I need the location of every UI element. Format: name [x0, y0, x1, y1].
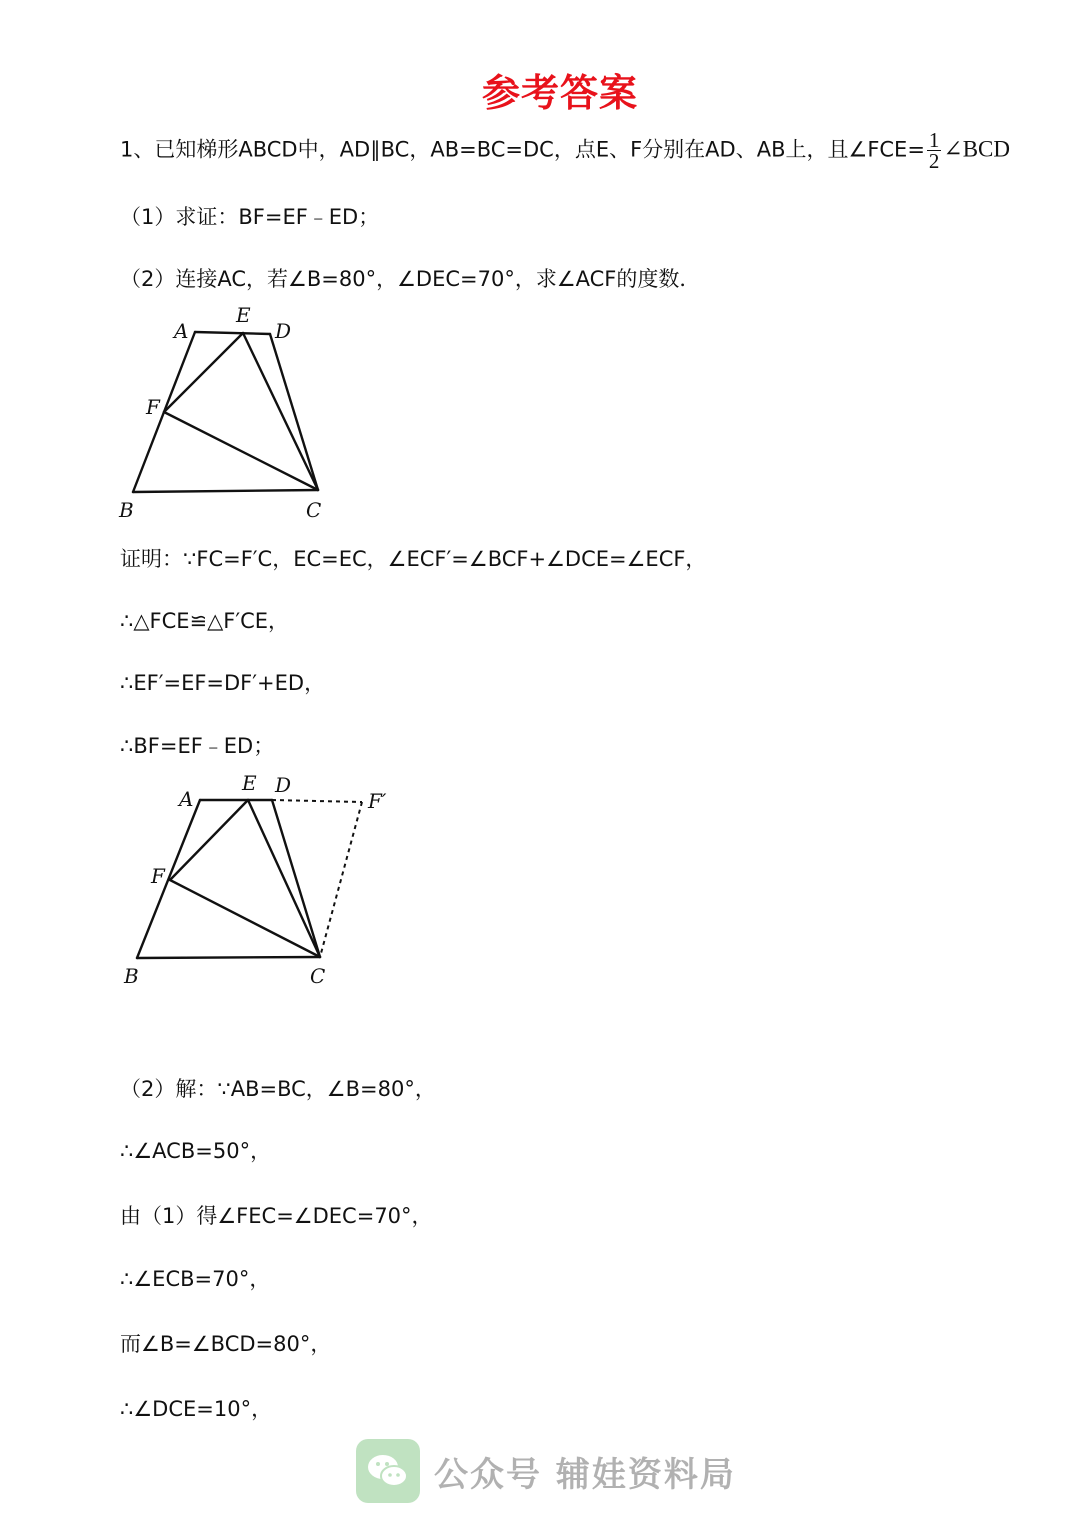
label-a: A [179, 787, 194, 811]
segment-ec [248, 800, 320, 957]
segment-dc [270, 334, 318, 490]
part-1-question: （1）求证：BF=EF﹣ED； [120, 205, 380, 229]
segment-fe [170, 800, 248, 880]
proof-line-4: ∴BF=EF﹣ED； [120, 734, 275, 758]
solution-line-6: ∴∠DCE=10°， [120, 1397, 273, 1421]
segment-bc [137, 957, 320, 958]
segment-fc [164, 412, 318, 490]
watermark [356, 1438, 736, 1504]
part-2-question: （2）连接AC，若∠B=80°，∠DEC=70°，求∠ACF的度数． [120, 267, 701, 291]
half-fraction [927, 130, 942, 171]
label-b: B [119, 498, 134, 522]
problem-statement-angle: ∠BCD [943, 136, 1010, 162]
segment-cf-prime [320, 802, 362, 957]
segment-df-prime [272, 800, 362, 802]
proof-line-2: ∴△FCE≌△F′CE， [120, 609, 290, 633]
solution-line-5: 而∠B=∠BCD=80°， [120, 1332, 332, 1356]
solution-line-2: ∴∠ACB=50°， [120, 1139, 272, 1163]
label-d: D [275, 319, 292, 343]
segment-ec [243, 333, 318, 490]
proof-line-3: ∴EF′=EF=DF′+ED， [120, 671, 326, 695]
page-title: 参考答案 [481, 71, 638, 115]
solution-line-4: ∴∠ECB=70°， [120, 1267, 271, 1291]
segment-ad [195, 332, 270, 334]
fraction-denominator: 2 [928, 149, 940, 173]
label-f-prime: F′ [368, 789, 387, 813]
label-c: C [310, 964, 326, 988]
wechat-icon [356, 1439, 420, 1503]
segment-fc [170, 880, 320, 957]
segment-dc [272, 800, 320, 957]
solution-line-3: 由（1）得∠FEC=∠DEC=70°， [120, 1204, 433, 1228]
label-f: F [151, 864, 165, 888]
solution-line-1: （2）解：∵AB=BC，∠B=80°， [120, 1077, 436, 1101]
label-c: C [306, 498, 322, 522]
segment-bc [133, 490, 318, 492]
proof-line-1: 证明：∵FC=F′C，EC=EC，∠ECF′=∠BCF+∠DCE=∠ECF， [120, 547, 707, 571]
problem-statement-text: 1、已知梯形ABCD中，AD∥BC，AB=BC=DC，点E、F分别在AD、AB上，且∠FCE= [120, 137, 925, 162]
label-e: E [242, 771, 257, 795]
label-f: F [146, 395, 160, 419]
segment-ab [137, 800, 200, 958]
label-b: B [124, 964, 139, 988]
watermark-text: 公众号 辅娃资料局 [434, 1454, 736, 1495]
trapezoid-figure-1 [0, 300, 360, 530]
segment-fe [164, 333, 243, 412]
label-a: A [174, 319, 189, 343]
problem-statement [120, 130, 1010, 171]
trapezoid-figure-2 [0, 765, 420, 1000]
label-d: D [275, 773, 292, 797]
label-e: E [236, 303, 251, 327]
fraction-numerator: 1 [928, 128, 940, 152]
